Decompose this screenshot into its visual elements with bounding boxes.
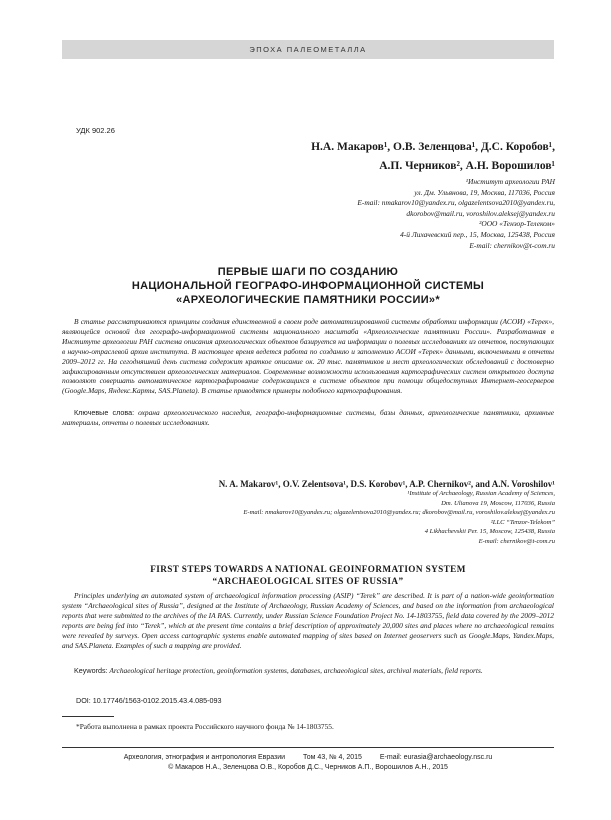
keywords-en [62, 666, 554, 676]
affiliation-line: ²ООО «Тензор-Телеком» [479, 219, 555, 229]
affiliation-line: 4-й Лихачевский пер., 15, Москва, 125438, Россия [400, 229, 555, 239]
keywords-en-label: Keywords: [74, 666, 108, 675]
keywords-ru-text: охрана археологического наследия, географо-информационные системы, базы данных, археологические памятники, архивные материалы, отчеты о полевых исследованиях. [62, 408, 554, 427]
title-en-line: FIRST STEPS TOWARDS A NATIONAL GEOINFORMATION SYSTEM [150, 564, 466, 574]
keywords-en-text: Archaeological heritage protection, geoinformation systems, databases, archaeological sites, archival materials, field reports. [109, 666, 483, 675]
abstract-en: Principles underlying an automated system of archaeological information processing (ASIP) “Terek” are described. It is part of a nation-wide geoinformation system “Archaeological sites of Russia”, designed at the Institute of Archaeology, Russian Academy of Sciences, and based on the information from archaeological reports that were submitted to the archives of the IA RAS. Currently, under Russian Science Foundation Project No. 14-1803755, field data covered by the 2009–2012 reports are being fed into “Terek”, which at the present time contains a brief description of approximately 20,000 sites and places where no archaeological remains were revealed by surveys. Open access cartographic systems enable automated mapping of sites based on Internet geoservers such as Google.Maps, Yandex.Maps, and SAS.Planeta. Examples of such a mapping are provided. [62, 591, 554, 650]
affiliation-line: ул. Дм. Ульянова, 19, Москва, 117036, Россия [414, 187, 555, 197]
title-ru-line: НАЦИОНАЛЬНОЙ ГЕОГРАФО-ИНФОРМАЦИОННОЙ СИСТЕМЫ [131, 280, 485, 292]
authors-en: N. A. Makarov¹, O.V. Zelentsova¹, D.S. Korobov¹, A.P. Chernikov², and A.N. Voroshilov¹ [218, 479, 555, 489]
affiliation-line: 4 Likhachevskii Per. 15, Moscow, 125438, Russia [424, 528, 555, 535]
affiliation-line: Dm. Ulianova 19, Moscow, 117036, Russia [441, 499, 555, 507]
affiliation-line: ²LLC “Tenzor-Telekom” [490, 518, 555, 526]
authors-ru-line-2: А.П. Черников², А.Н. Ворошилов¹ [379, 160, 555, 172]
keywords-ru [62, 408, 554, 428]
affiliation-line: E-mail: nmakarov10@yandex.ru, olgazelentsova2010@yandex.ru, [357, 198, 555, 208]
doi[interactable]: DOI: 10.17746/1563-0102.2015.43.4.085-093 [76, 696, 222, 705]
title-ru-line: «АРХЕОЛОГИЧЕСКИЕ ПАМЯТНИКИ РОССИИ»* [176, 294, 440, 306]
copyright: © Макаров Н.А., Зеленцова О.В., Коробов Д.С., Черников А.П., Ворошилов А.Н., 2015 [168, 764, 448, 771]
udk-code: УДК 902.26 [76, 126, 115, 135]
footnote: *Работа выполнена в рамках проекта Российского научного фонда № 14-1803755. [76, 722, 334, 731]
article-title-ru [62, 265, 554, 307]
footer-divider [62, 747, 554, 748]
affiliation-line: dkorobov@mail.ru, voroshilov.aleksej@yandex.ru [406, 208, 555, 218]
footnote-divider [62, 716, 114, 717]
affiliation-line: E-mail: chernikov@t-com.ru [469, 240, 555, 250]
running-header: ЭПОХА ПАЛЕОМЕТАЛЛА [62, 40, 554, 59]
footer-line-1 [62, 753, 554, 763]
authors-ru [135, 138, 555, 176]
title-en-line: “ARCHAEOLOGICAL SITES OF RUSSIA” [212, 576, 404, 586]
journal-email[interactable]: E-mail: eurasia@archaeology.nsc.ru [379, 754, 493, 761]
authors-ru-line-1: Н.А. Макаров¹, О.В. Зеленцова¹, Д.С. Коробов¹, [311, 141, 555, 153]
affiliation-line: ¹Institute of Archaeology, Russian Academy of Sciences, [407, 490, 555, 497]
journal-volume: Том 43, № 4, 2015 [303, 754, 362, 761]
abstract-ru: В статье рассматриваются принципы создания единственной в своем роде автоматизированной системы обработки информации (АСОИ) «Терек», являющейся основой для географо-информационной системы национального масштаба «Археологические памятники России». Разработанная в Институте археологии РАН система описания археологических объектов базируется на информации о полевых исследованиях из отчетов, поступающих в научно-отраслевой архив института. В настоящее время ведется работа по созданию и заполнению АСОИ «Терек» данными, включенными в отчеты 2009–2012 гг. На сегодняшний день система содержит краткое описание ок. 20 тыс. памятников и мест археологических обследований с достоверно зафиксированным отсутствием археологических материалов. Современные возможности использования картографических систем открытого доступа позволяют совершать автоматическое картографирование содержащихся в системе объектов при помощи общедоступных Интернет-геосерверов (Google.Maps, Яндекс.Карты, SAS.Planeta). В статье приводятся примеры подобного картографирования. [62, 317, 554, 396]
article-title-en [62, 563, 554, 587]
title-ru-line: ПЕРВЫЕ ШАГИ ПО СОЗДАНИЮ [217, 266, 399, 278]
affiliation-line: E-mail: chernikov@t-com.ru [478, 537, 555, 545]
affiliation-line: ¹Институт археологии РАН [465, 177, 555, 186]
affiliations-en [115, 489, 555, 546]
affiliation-line: E-mail: nmakarov10@yandex.ru; olgazelentsova2010@yandex.ru; dkorobov@mail.ru, voroshilov.aleksej@yandex.ru [243, 509, 555, 516]
keywords-ru-label: Ключевые слова: [74, 408, 135, 417]
affiliations-ru [135, 177, 555, 251]
page-footer [62, 753, 554, 773]
journal-name: Археология, этнография и антропология Евразии [123, 754, 286, 761]
